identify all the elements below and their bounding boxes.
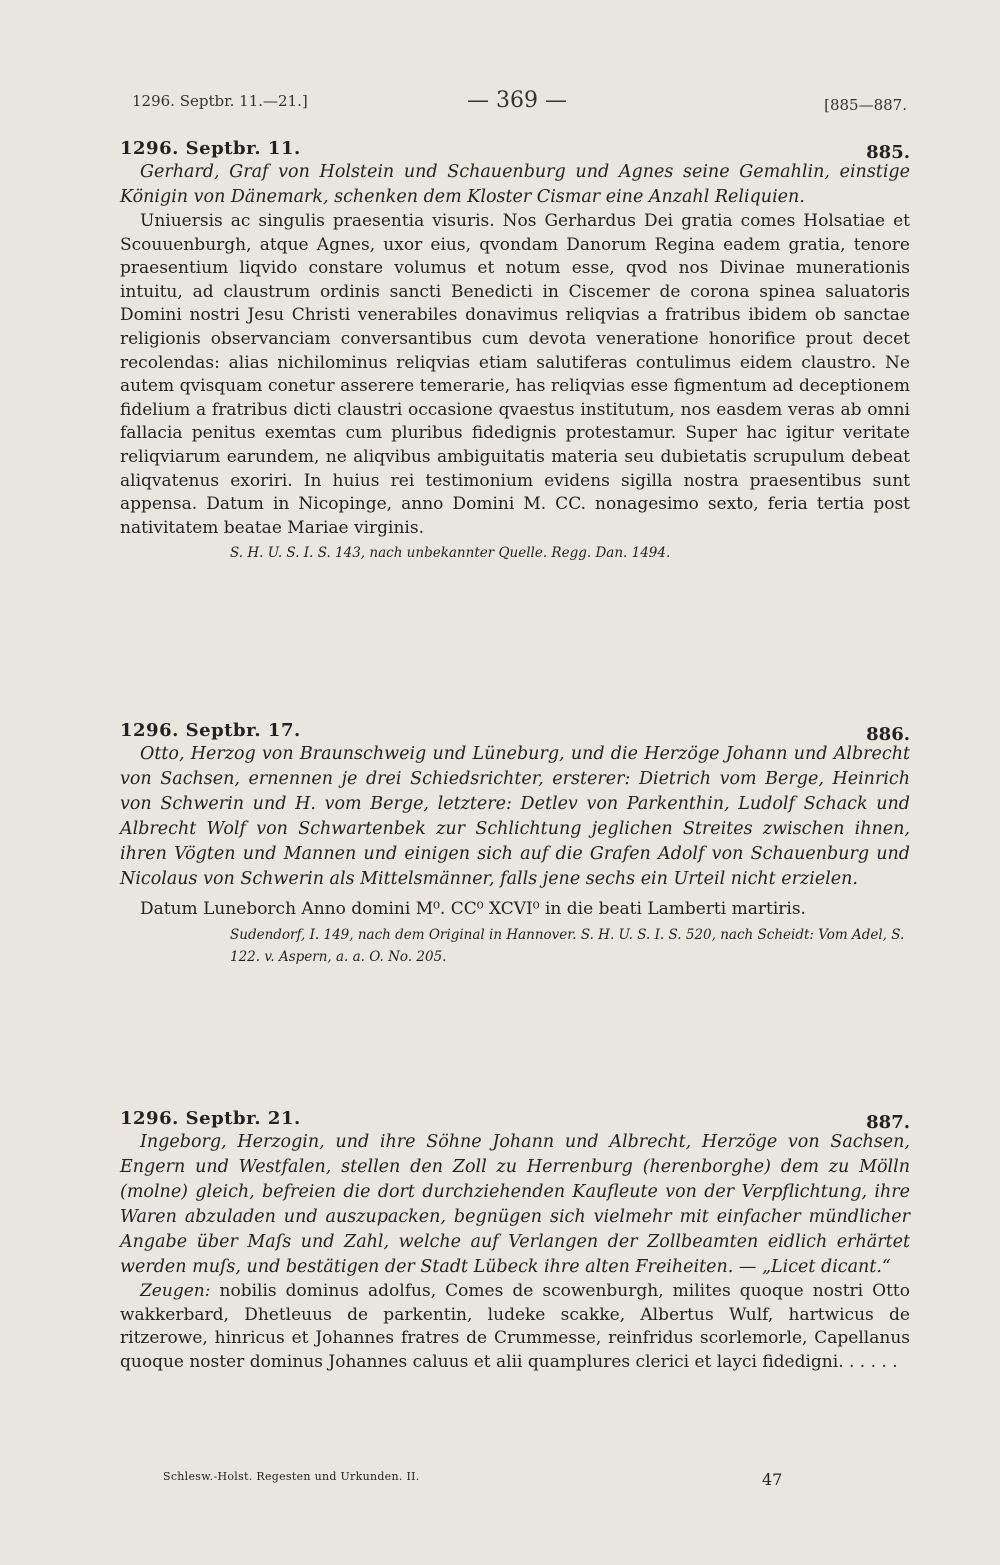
entry-summary: Otto, Herzog von Braunschweig und Lüneburg, und die Herzöge Johann und Albrecht von Sachsen, ernennen je drei Schiedsrichter, ersterer: Dietrich vom Berge, Heinrich von Schwerin und H. vom Berge, letztere: Detlev von Parkenthin, Ludolf Schack und Albrecht Wolf von Schwartenbek zur Schlichtung jeglichen Streites zwischen ihnen, ihren Vögten und Mannen und einigen sich auf die Grafen Adolf von Schauenburg und Nicolaus von Schwerin als Mittelsmänner, falls jene sechs ein Urteil nicht erzielen. bbox=[120, 744, 910, 889]
entry-date: 1296. Septbr. 17. bbox=[120, 720, 301, 741]
entry-summary: Ingeborg, Herzogin, und ihre Söhne Johann und Albrecht, Herzöge von Sachsen, Engern und Westfalen, stellen den Zoll zu Herrenburg (herenborghe) dem zu Mölln (molne) gleich, befreien die dort durchziehenden Kaufleute von der Verpflichtung, ihre Waren abzuladen und auszupacken, begnügen sich vielmehr mit einfacher mündlicher Angabe über Maſs und Zahl, welche auf Verlangen der Zollbeamten eidlich erhärtet werden muſs, und bestätigen der Stadt Lübeck ihre alten Freiheiten. — „Licet dicant.“ bbox=[120, 1132, 910, 1277]
entry-summary: Gerhard, Graf von Holstein und Schauenburg und Agnes seine Gemahlin, einstige Königin von Dänemark, schenken dem Kloster Cismar eine Anzahl Reliquien. bbox=[120, 162, 910, 207]
entry-886 bbox=[120, 720, 910, 968]
entry-text: nobilis dominus adolfus, Comes de scowenburgh, milites quoque nostri Otto wakkerbard, Dhetleuus de parkentin, ludeke scakke, Albertus Wulf, hartwicus de ritzerowe, hinricus et Johannes fratres de Crummesse, reinfridus scorlemorle, Capellanus quoque noster dominus Johannes caluus et alii quamplures clerici et layci fidedigni. . . . . . bbox=[120, 1281, 910, 1372]
entry-source: S. H. U. S. I. S. 143, nach unbekannter Quelle. Regg. Dan. 1494. bbox=[230, 545, 671, 562]
witness-label: Zeugen: bbox=[140, 1281, 211, 1301]
entry-885 bbox=[120, 138, 910, 564]
entry-heading bbox=[120, 138, 910, 163]
entry-text: Datum Luneborch Anno domini M⁰. CC⁰ XCVI⁰ in die beati Lamberti martiris. bbox=[140, 899, 806, 919]
footer-signature-mark: 47 bbox=[762, 1470, 783, 1489]
header-date-range: 1296. Septbr. 11.—21.] bbox=[132, 92, 308, 110]
entry-text: Uniuersis ac singulis praesentia visuris. Nos Gerhardus Dei gratia comes Holsatiae et Scouuenburgh, atque Agnes, uxor eius, qvondam Danorum Regina eadem gratia, tenore praesentium liqvido constare volumus et notum esse, qvod nos Divinae munerationis intuitu, ad claustrum ordinis sancti Benedicti in Ciscemer de corona spinea saluatoris Domini nostri Jesu Christi venerabiles donavimus reliqvias a fratribus ibidem ob sanctae religionis observanciam conversantibus cum devota veneratione honorifice prout decet recolendas: alias nichilominus reliqvias etiam salutiferas contulimus eidem claustro. Ne autem qvisquam conetur asserere temerarie, has reliqvias esse figmentum ad deceptionem fidelium a fratribus dicti claustri occasione qvaestus institutum, nos easdem veras ab omni fallacia penitus exemtas cum pluribus fidedignis protestamur. Super hac igitur veritate reliqviarum earundem, ne aliqvibus ambiguitatis materia seu dubietatis scrupulum debeat aliqvatenus exoriri. In huius rei testimonium evidens sigilla nostra praesentibus sunt appensa. Datum in Nicopinge, anno Domini M. CC. nonagesimo sexto, feria tertia post nativitatem beatae Mariae virginis. bbox=[120, 211, 910, 538]
entry-887 bbox=[120, 1108, 910, 1374]
running-header bbox=[132, 88, 907, 118]
entry-number: 886. bbox=[866, 724, 910, 745]
entry-date: 1296. Septbr. 11. bbox=[120, 138, 301, 159]
header-entry-range: [885—887. bbox=[824, 96, 907, 114]
entry-heading bbox=[120, 720, 910, 745]
entry-number: 887. bbox=[866, 1112, 910, 1133]
entry-source: Sudendorf, I. 149, nach dem Original in Hannover. S. H. U. S. I. S. 520, nach Scheidt: Vom Adel, S. 122. v. Aspern, a. a. O. No. 205. bbox=[230, 926, 905, 965]
entry-witnesses bbox=[120, 1280, 910, 1374]
page-number: — 369 — bbox=[467, 88, 567, 113]
entry-heading bbox=[120, 1108, 910, 1133]
entry-number: 885. bbox=[866, 142, 910, 163]
entry-date: 1296. Septbr. 21. bbox=[120, 1108, 301, 1129]
footer-series-title: Schlesw.-Holst. Regesten und Urkunden. II. bbox=[163, 1470, 420, 1483]
